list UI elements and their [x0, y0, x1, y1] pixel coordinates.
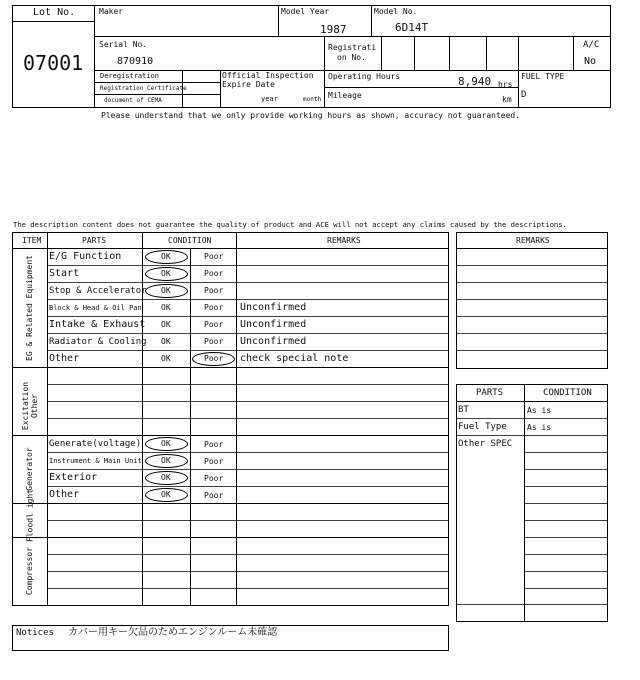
cond-ok: OK	[161, 439, 171, 448]
side-cond-fuel-type: As is	[527, 423, 552, 432]
serial-no-value: 870910	[117, 56, 154, 67]
description-note: The description content does not guarantee the quality of product and ACE will not accept any claims caused by the descriptions.	[13, 220, 567, 229]
model-year-value: 1987	[320, 23, 347, 36]
group-label-excitation: Excitation Other	[21, 381, 39, 431]
group-label-generator: Generator	[25, 447, 34, 491]
km-unit: km	[502, 95, 512, 104]
operating-hours-label: Operating Hours	[328, 72, 401, 81]
col-item-header: ITEM	[22, 236, 42, 245]
col-remarks-header: REMARKS	[327, 236, 361, 245]
cond-poor: Poor	[204, 320, 224, 329]
part-instrument-main-unit: Instrument & Main Unit	[49, 457, 142, 465]
cond-ok: OK	[161, 320, 171, 329]
cond-ok: OK	[161, 490, 171, 499]
cond-ok: OK	[161, 303, 171, 312]
part-generator-other: Other	[49, 489, 80, 500]
part-block-head-oil-pan: Block & Head & Oil Pan	[49, 304, 142, 312]
side-part-bt: BT	[458, 405, 469, 415]
group-label-eg: EG & Related Equipment	[25, 255, 34, 361]
group-label-floodlight: Floodl ight	[25, 489, 35, 542]
cond-poor: Poor	[204, 303, 224, 312]
cond-poor: Poor	[204, 337, 224, 346]
inspection-label-1: Official Inspection	[222, 71, 314, 80]
cond-ok: OK	[161, 286, 171, 295]
part-eg-function: E/G Function	[49, 251, 122, 262]
registration-no-label-1: Registrati	[328, 43, 377, 52]
remark-text: Unconfirmed	[240, 319, 307, 330]
side-part-fuel-type: Fuel Type	[458, 422, 507, 432]
cond-poor: Poor	[204, 474, 224, 483]
group-label-compressor: Compressor	[25, 546, 34, 596]
cond-ok: OK	[161, 337, 171, 346]
hrs-unit: hrs	[498, 80, 513, 89]
remark-text: Unconfirmed	[240, 302, 307, 313]
model-no-label: Model No.	[374, 7, 418, 16]
registration-certificate-label: Registration Certificate	[100, 85, 187, 92]
deregistration-label: Deregistration	[100, 72, 160, 80]
month-label: month	[303, 96, 322, 103]
cond-ok: OK	[161, 252, 171, 261]
part-radiator-cooling: Radiator & Cooling	[49, 337, 147, 347]
notices-label: Notices	[16, 628, 54, 638]
cond-poor: Poor	[204, 269, 224, 278]
part-other: Other	[49, 353, 80, 364]
part-intake-exhaust: Intake & Exhaust	[49, 319, 146, 330]
remark-text: check special note	[240, 353, 349, 364]
cond-poor: Poor	[204, 252, 224, 261]
cond-ok: OK	[161, 456, 171, 465]
side-cond-bt: As is	[527, 406, 552, 415]
col-condition-header: CONDITION	[168, 236, 212, 245]
part-generate-voltage: Generate(voltage)	[49, 439, 142, 449]
lot-no-value: 07001	[23, 51, 84, 75]
inspection-label-2: Expire Date	[222, 80, 275, 89]
maker-label: Maker	[99, 7, 124, 16]
remark-text: Unconfirmed	[240, 336, 307, 347]
part-start: Start	[49, 268, 80, 279]
cond-poor: Poor	[204, 457, 224, 466]
col-parts-header: PARTS	[82, 236, 107, 245]
cond-ok: OK	[161, 269, 171, 278]
cond-poor: Poor	[204, 354, 224, 363]
mileage-label: Mileage	[328, 91, 362, 100]
disclaimer-text: Please understand that we only provide working hours as shown, accuracy not guaranteed.	[101, 111, 521, 120]
fuel-type-label: FUEL TYPE	[521, 72, 565, 81]
lot-no-label: Lot No.	[33, 7, 76, 18]
side-parts-header: PARTS	[476, 388, 504, 398]
cond-ok: OK	[161, 473, 171, 482]
notices-text: カバー用キー欠品のためエンジンルーム未確認	[68, 627, 278, 638]
fuel-type-value: D	[521, 90, 527, 100]
cond-ok: OK	[161, 354, 171, 363]
part-stop-accelerator: Stop & Accelerator	[49, 286, 147, 296]
cema-label: document of CEMA	[104, 97, 162, 104]
cond-poor: Poor	[204, 491, 224, 500]
side-remarks-header: REMARKS	[516, 236, 550, 245]
registration-no-label-2: on No.	[337, 53, 366, 62]
cond-poor: Poor	[204, 440, 224, 449]
part-exterior: Exterior	[49, 472, 98, 483]
ac-value: No	[584, 56, 597, 67]
year-label: year	[261, 95, 278, 103]
ac-label: A/C	[583, 40, 600, 50]
cond-poor: Poor	[204, 286, 224, 295]
side-condition-header: CONDITION	[543, 388, 592, 398]
side-part-other-spec: Other SPEC	[458, 439, 513, 449]
serial-no-label: Serial No.	[99, 40, 148, 49]
model-year-label: Model Year	[281, 7, 330, 16]
operating-hours-value: 8,940	[458, 75, 492, 88]
model-no-value: 6D14T	[395, 21, 429, 34]
